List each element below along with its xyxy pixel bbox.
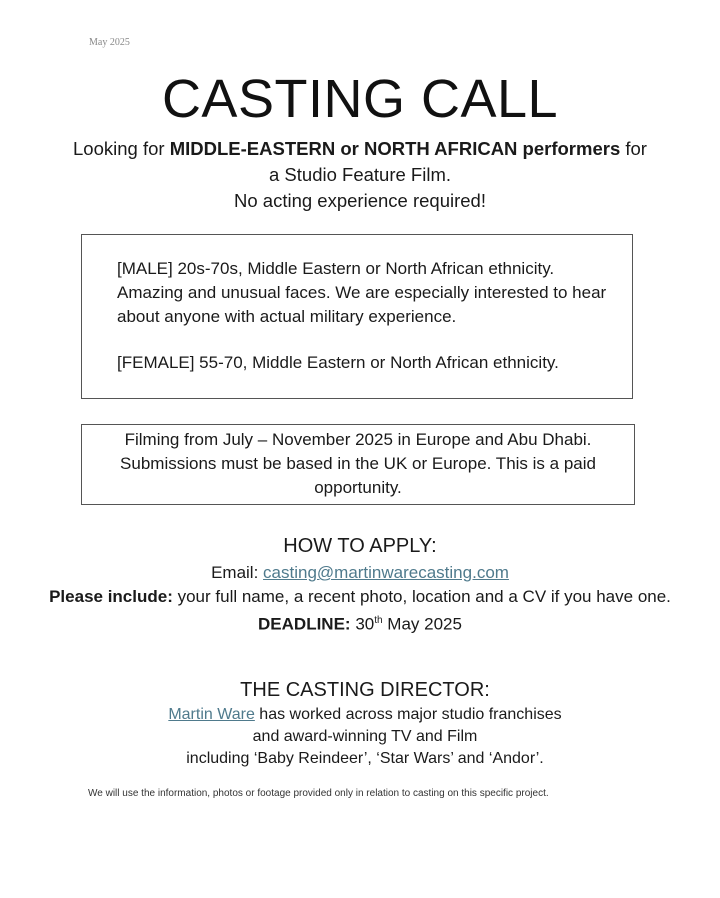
director-line1-rest: has worked across major studio franchises: [254, 706, 562, 723]
intro-prefix: Looking for: [73, 138, 170, 159]
include-text: your full name, a recent photo, location and a CV if you have one.: [172, 587, 671, 606]
disclaimer: We will use the information, photos or footage provided only in relation to casting on this specific project.: [88, 788, 549, 799]
intro-bold: MIDDLE-EASTERN or NORTH AFRICAN performers: [169, 138, 621, 159]
include-label: Please include:: [49, 587, 173, 606]
director-heading: THE CASTING DIRECTOR:: [240, 679, 490, 701]
director-name-link[interactable]: Martin Ware: [168, 706, 255, 723]
role-female: [FEMALE] 55-70, Middle Eastern or North African ethnicity.: [117, 353, 559, 372]
director-line2: and award-winning TV and Film: [252, 728, 478, 745]
include-line: [40, 585, 680, 609]
apply-heading: HOW TO APPLY:: [283, 535, 437, 557]
document-date: May 2025: [89, 37, 130, 48]
deadline-rest: May 2025: [382, 614, 462, 634]
intro-suffix: for: [620, 138, 647, 159]
director-line3: including ‘Baby Reindeer’, ‘Star Wars’ and ‘Andor’.: [186, 750, 544, 767]
intro-line2: a Studio Feature Film.: [269, 164, 451, 185]
filming-text: Filming from July – November 2025 in Europe and Abu Dhabi. Submissions must be based in the UK or Europe. This is a paid opportunity.: [120, 430, 596, 497]
director-section: [40, 676, 690, 770]
apply-section: [40, 533, 680, 637]
role-male: [MALE] 20s-70s, Middle Eastern or North African ethnicity. Amazing and unusual faces. We are especially interested to hear about anyone with actual military experience.: [117, 259, 607, 326]
filming-box: [81, 424, 635, 505]
deadline-sup: th: [374, 615, 383, 626]
page-title: CASTING CALL: [161, 69, 559, 129]
intro-line3: No acting experience required!: [234, 190, 486, 211]
email-label: Email:: [211, 563, 264, 582]
email-line: [40, 561, 680, 585]
director-line1: [40, 704, 690, 726]
deadline-day: 30: [350, 614, 375, 634]
deadline-line: [40, 609, 680, 637]
email-link[interactable]: casting@martinwarecasting.com: [263, 563, 509, 582]
roles-box: [81, 234, 633, 399]
deadline-label: DEADLINE:: [258, 614, 351, 634]
intro-text: [40, 136, 680, 214]
